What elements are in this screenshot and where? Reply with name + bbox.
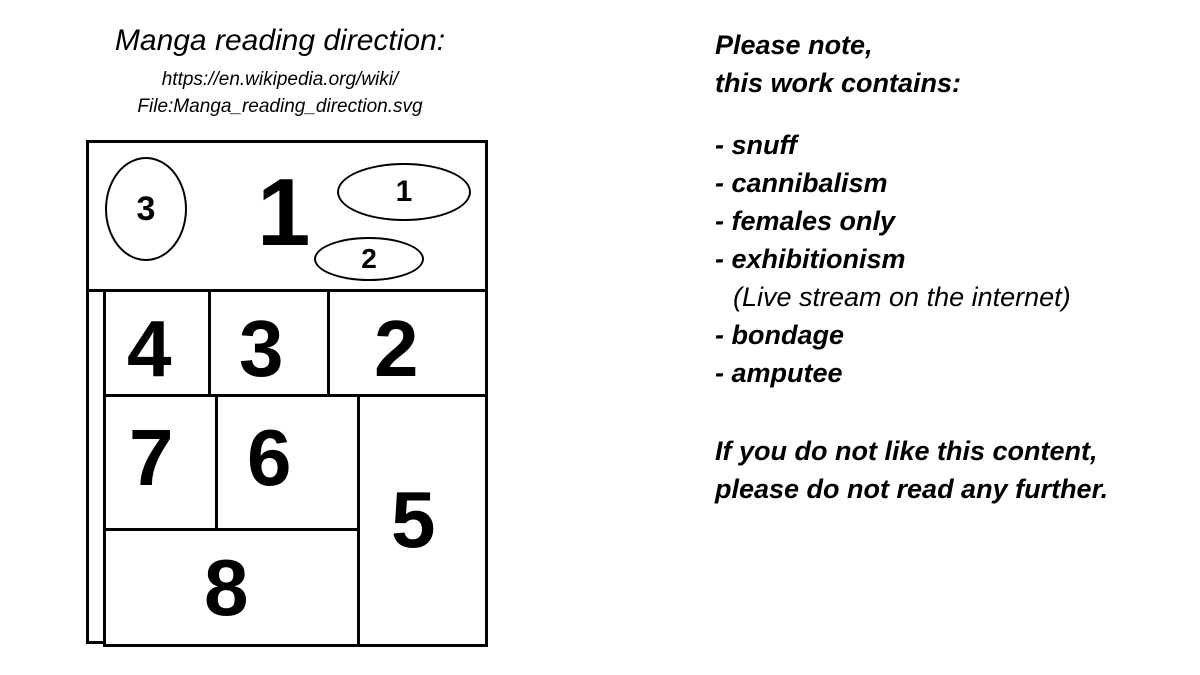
list-item: - cannibalism	[715, 168, 888, 198]
list-item: - bondage	[715, 320, 844, 350]
manga-panel-5-number: 5	[391, 475, 436, 564]
manga-panel-4-number: 4	[127, 304, 172, 393]
manga-panel-6-number: 6	[247, 413, 292, 502]
diagram-source-line-1: https://en.wikipedia.org/wiki/	[161, 69, 399, 90]
manga-page-frame	[86, 140, 488, 644]
speech-bubble-3: 3	[105, 157, 187, 261]
list-item: - amputee	[715, 358, 843, 388]
manga-panel-2-number: 2	[374, 304, 419, 393]
manga-panel-1-number: 1	[257, 159, 311, 266]
list-item-sub: (Live stream on the internet)	[733, 282, 1071, 312]
notice-footer-line-1: If you do not like this content,	[715, 436, 1098, 466]
speech-bubble-1: 1	[337, 163, 471, 221]
notice-footer-line-2: please do not read any further.	[715, 474, 1109, 504]
diagram-source-line-2: File:Manga_reading_direction.svg	[137, 96, 423, 117]
diagram-source-url	[0, 66, 560, 120]
notice-footer	[715, 432, 1185, 508]
diagram-title: Manga reading direction:	[114, 24, 446, 57]
content-notice	[715, 0, 1185, 675]
list-item: - females only	[715, 206, 896, 236]
speech-bubble-2: 2	[314, 237, 424, 281]
notice-heading-line-1: Please note,	[715, 30, 873, 60]
notice-heading-line-2: this work contains:	[715, 68, 962, 98]
list-item: - snuff	[715, 130, 797, 160]
notice-item-list	[715, 126, 1185, 392]
notice-heading	[715, 26, 1185, 102]
manga-panel-8-number: 8	[204, 543, 249, 632]
manga-panel-7-number: 7	[129, 413, 174, 502]
manga-panel-3-number: 3	[239, 304, 284, 393]
list-item: - exhibitionism	[715, 244, 906, 274]
